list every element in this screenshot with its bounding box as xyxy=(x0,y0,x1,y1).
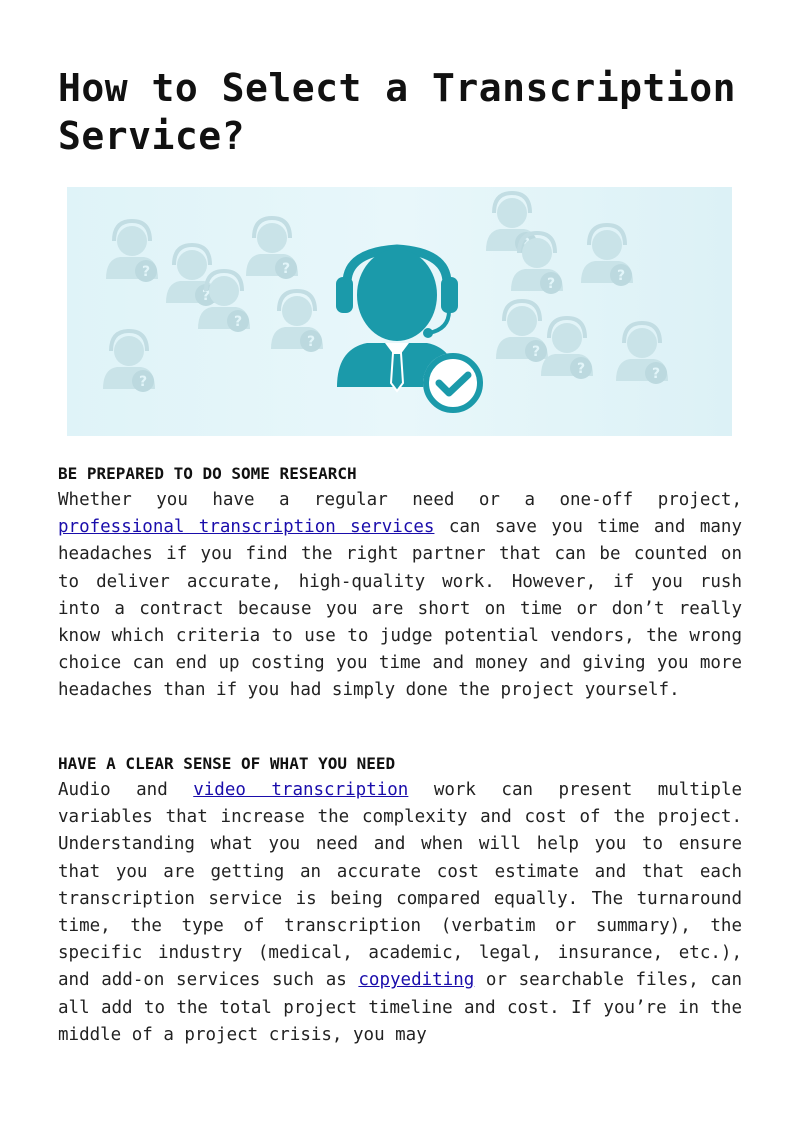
section-heading: HAVE A CLEAR SENSE OF WHAT YOU NEED xyxy=(58,754,396,773)
paragraph-text: can save you time and many headaches if you find the right partner that can be counted on to deliver accurate, high-quality work. However, if you rush into a contract because you are short on time or don’t really know which criteria to use to judge potential vendors, the wrong choice can end up costing you time and money and giving you more headaches than if you had simply done the project yourself. xyxy=(58,517,742,701)
section-paragraph xyxy=(58,487,742,705)
article xyxy=(58,0,742,160)
copyediting-link[interactable]: copyediting xyxy=(358,970,475,991)
paragraph-text: work can present multiple variables that increase the complexity and cost of the project. Understanding what you need and when will help you to ensure that you are getting an accurate cost estimate and that each transcription service is being compared equally. The turnaround time, the type of transcription (verbatim or summary), the specific industry (medical, academic, legal, insurance, etc.), and add-on services such as xyxy=(58,780,743,991)
support-agent-headset-check-icon: ? xyxy=(67,187,732,436)
section-paragraph xyxy=(58,777,742,1049)
section-heading: BE PREPARED TO DO SOME RESEARCH xyxy=(58,464,357,483)
paragraph-text: Whether you have a regular need or a one-off project, xyxy=(58,490,742,510)
paragraph-text: or searchable files, can all add to the total project timeline and cost. If you’re in the middle of a project crisis, you may xyxy=(58,970,742,1045)
hero-image xyxy=(67,187,732,436)
section-research xyxy=(58,460,742,705)
page-title: How to Select a Transcription Service? xyxy=(58,66,736,158)
section-needs xyxy=(58,750,742,1049)
paragraph-text: Audio and xyxy=(58,780,194,800)
professional-transcription-link[interactable]: professional transcription services xyxy=(58,517,435,538)
video-transcription-link[interactable]: video transcription xyxy=(193,780,409,800)
